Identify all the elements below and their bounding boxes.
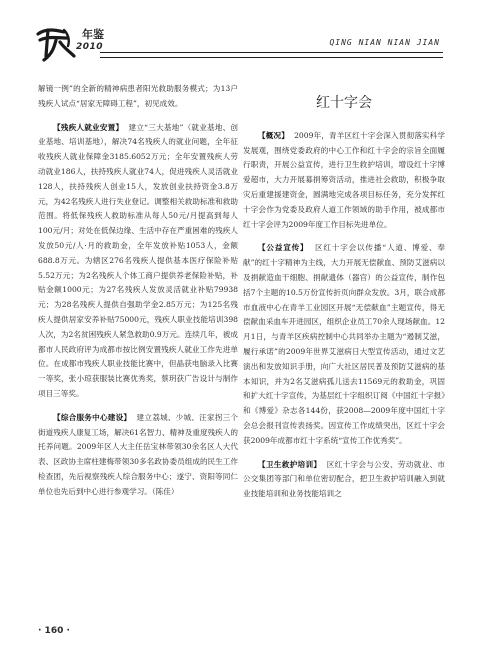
- page-header: [0, 0, 480, 70]
- section-tag-service-center: 【综合服务中心建设】: [53, 412, 132, 422]
- paragraph-continued: 解镜一例”的全新的精神病患者阳光救助服务模式；为13户残疾人试点“居家无障碍工程”，初见成效。: [38, 84, 238, 108]
- running-title: QING NIAN NIAN JIAN: [329, 38, 440, 47]
- yearbook-logo: [34, 26, 78, 60]
- logo-subtitle: 年鉴: [82, 28, 104, 41]
- calligraphy-logo-icon: [34, 26, 78, 62]
- section-tag-first-aid: 【卫生救护培训】: [258, 459, 322, 469]
- section-tag-overview: 【概况】: [258, 130, 289, 140]
- paragraph-employment-text: 建立“三大基地”（就业基地、创业基地、培训基地），解决74名残疾人的就业问题，全年征收残疾人就业保障金3185.6052万元；全年安置残疾人劳动就业186人，扶持残疾人就业74人，促进残疾人灵活就业128人，扶持残疾人创业15人，发放创业扶持资金3.8万元，为42名残疾人进行失业登记。调整相关救助标准和救助范围。将低保残疾人救助标准从每人50元/月提高到每人100元/月；对处在低保边缘、生活中存在严重困难的残疾人发放50元/人·月的救助金，全年发放补贴1053人，金额688.8万元。为辖区276名残疾人提供基本医疗保险补贴5.52万元；为2名残疾人个体工商户提供养老保险补贴，补贴金额1000元；为27名残疾人发放灵活就业补贴79938元；为28名残疾人提供自强助学金2.85万元；为125名残疾人提供居家安养补贴75000元，残疾人职业技能培训398人次，为2名贫困残疾人紧急救助0.9万元。连续几年，被成都市人民政府评为成都市按比例安置残疾人就业工作先进单位。在成都市残疾人职业技能比赛中，但晶获电脑录入比赛一等奖，张小琼获服装比赛优秀奖，蔡玥获广告设计与制作项目三等奖。: [38, 122, 239, 398]
- header-rule: [100, 52, 443, 58]
- left-column: [38, 82, 238, 509]
- paragraph-publicity-text: 区红十字会以传播“人道、博爱、奉献”的红十字精神为主线，大力开展无偿献血、预防艾滋病以及捐献造血干细胞、捐献遗体（器官）的公益宣传，制作包括7个主题的10.5万份宣传折页向群众发放。3月，联合成都市血液中心在青羊工业园区开展“无偿献血”主题宣传，得无偿献血采血车开进园区，组织企业员工70余人现场献血。12月1日，与青羊区疾病控制中心共同举办主题为“遏制艾滋，履行承诺”的2009年世界艾滋病日大型宣传活动，通过文艺演出和发放知识手册，向广大社区居民普及预防艾滋病的基本知识，并为2名艾滋病孤儿送去11569元的救助金，巩固和扩大红十字宣传，为基层红十字组织订阅《中国红十字报》和《博爱》杂志各144份，获2008—2009年度中国红十字会总会报刊宣传表扬奖。因宣传工作成绩突出，区红十字会获2009年成都市红十字系统“宣传工作优秀奖”。: [243, 243, 446, 445]
- paragraph-first-aid-text: 区红十字会与公安、劳动就业、市公交集团等部门和单位密切配合，把卫生救护培训融入到就业技能培训和业务技能培训之: [243, 459, 446, 499]
- page-number: · 160 ·: [38, 626, 70, 636]
- paragraph-service-center-text: 建立荔城、少城、汪家拐三个街道残疾人康复工场，解决61名智力、精神及重度残疾人的托养问题。2009年区人大主任岳宝林带领30余名区人大代表、区政协主席柱建梅带领30多名政协委员组成的民生工作检查团，先后视察残疾人综合服务中心；遂宁、资阳等同仁单位也先后到中心进行参观学习。（陈佳）: [38, 412, 239, 496]
- logo-year: 2010: [76, 42, 104, 52]
- paragraph-overview: [243, 129, 445, 233]
- paragraph-first-aid: [243, 458, 445, 502]
- right-column: [243, 82, 445, 511]
- paragraph-service-center: [38, 411, 238, 500]
- paragraph-employment: [38, 121, 238, 402]
- section-tag-publicity: 【公益宣传】: [258, 243, 309, 253]
- section-tag-employment: 【残疾人就业安置】: [53, 122, 124, 132]
- section-title-red-cross: 红十字会: [316, 95, 372, 111]
- paragraph-overview-text: 2009年，青羊区红十字会深入贯彻落实科学发展观，围绕党委政府的中心工作和红十字会的宗旨全面履行职责，开展公益宣传，进行卫生救护培训，增设红十字博爱超市，大力开展募捐筹资活动，推进社会救助，积极争取灾后重建援建资金，圆满地完成各项目标任务，充分发挥红十字会作为党委及政府人道工作领域的助手作用，被成都市红十字会评为2009年度工作目标先进单位。: [243, 130, 446, 229]
- paragraph-publicity: [243, 241, 445, 448]
